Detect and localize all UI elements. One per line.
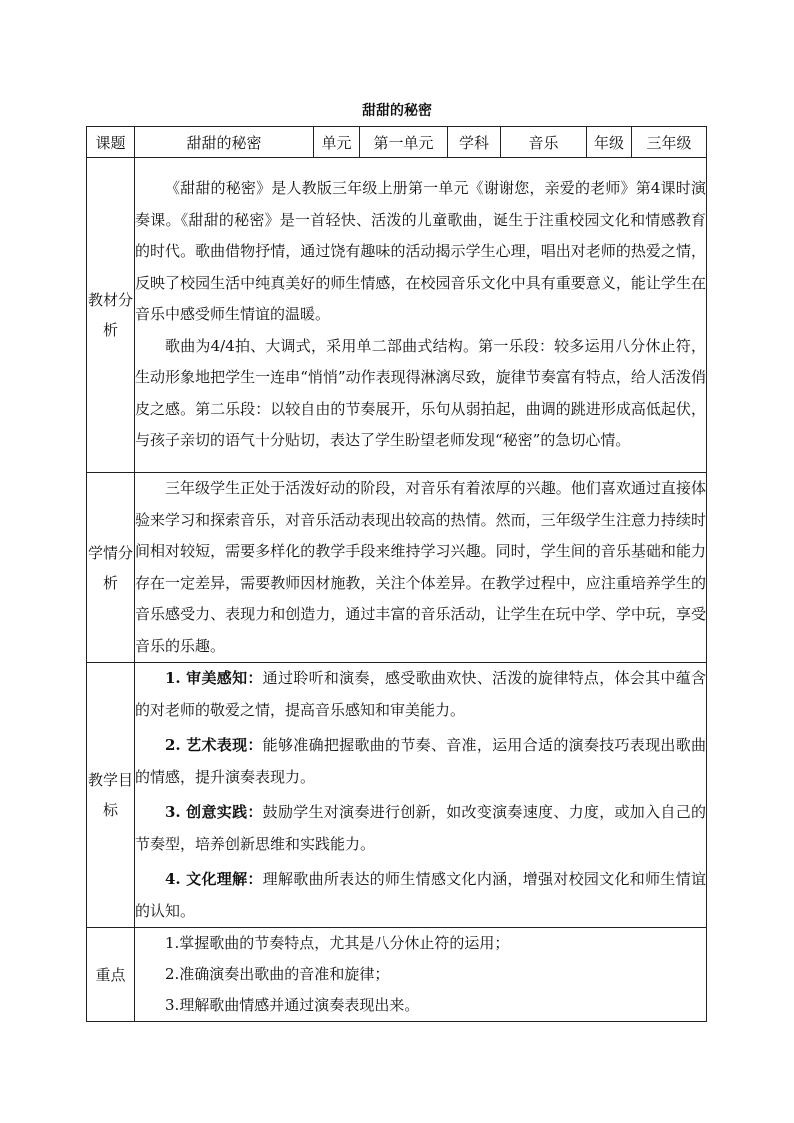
keypoint-item: 2.准确演奏出歌曲的音准和旋律； [165,965,390,983]
students-paragraph: 三年级学生正处于活泼好动的阶段，对音乐有着浓厚的兴趣。他们喜欢通过直接体验来学习和探索音乐，对音乐活动表现出较高的热情。然而，三年级学生注意力持续时间相对较短，需要多样化的教学手段来维持学习兴趣。同时，学生间的音乐基础和能力存在一定差异，需要教师因材施教，关注个体差异。在教学过程中，应注重培养学生的音乐感受力、表现力和创造力，通过丰富的音乐活动，让学生在玩中学、学中玩，享受音乐的乐趣。 [135,479,706,655]
goal-heading: 4. 文化理解： [165,870,263,888]
goals-label [87,663,135,928]
students-label [87,473,135,663]
material-label [87,158,135,473]
goals-label-text: 教学目标 [87,771,133,819]
unit-value: 第一单元 [360,127,448,158]
goal-item [135,663,706,726]
goal-item [135,864,706,927]
keypoints-label-text: 重点 [95,965,126,984]
keypoints-label [87,928,135,1022]
unit-label: 单元 [314,127,360,158]
goal-text: 鼓励学生对演奏进行创新，如改变演奏速度、力度，或加入自己的节奏型，培养创新思维和实践能力。 [135,803,706,853]
students-label-text: 学情分析 [87,543,133,592]
students-content [135,473,707,663]
subject-label: 学科 [448,127,501,158]
lesson-plan-table [86,126,707,1022]
subject-value: 音乐 [501,127,587,158]
goals-row [87,663,707,928]
goal-heading: 2. 艺术表现： [165,736,263,754]
material-paragraph-1: 《甜甜的秘密》是人教版三年级上册第一单元《谢谢您，亲爱的老师》第4课时演奏课。《甜甜的秘密》是一首轻快、活泼的儿童歌曲，诞生于注重校园文化和情感教育的时代。歌曲借物抒情，通过饶有趣味的活动揭示学生心理，唱出对老师的热爱之情，反映了校园生活中纯真美好的师生情感，在校园音乐文化中具有重要意义，能让学生在音乐中感受师生情谊的温暖。 [135,179,706,324]
keypoints-content [135,928,707,1022]
goal-text: 能够准确把握歌曲的节奏、音准，运用合适的演奏技巧表现出歌曲的情感，提升演奏表现力。 [135,736,706,786]
grade-label: 年级 [587,127,632,158]
keypoint-item: 1.掌握歌曲的节奏特点，尤其是八分休止符的运用； [165,934,510,952]
topic-value: 甜甜的秘密 [135,127,314,158]
material-paragraph-2: 歌曲为4/4拍、大调式，采用单二部曲式结构。第一乐段：较多运用八分休止符，生动形象地把学生一连串“悄悄”动作表现得淋漓尽致，旋律节奏富有特点，给人活泼俏皮之感。第二乐段：以较自由的节奏展开，乐句从弱拍起，曲调的跳进形成高低起伏，与孩子亲切的语气十分贴切，表达了学生盼望老师发现“秘密”的急切心情。 [135,336,706,450]
grade-value: 三年级 [632,127,707,158]
keypoint-item: 3.理解歌曲情感并通过演奏表现出来。 [165,996,420,1014]
goal-text: 理解歌曲所表达的师生情感文化内涵，增强对校园文化和师生情谊的认知。 [135,870,706,920]
keypoints-row [87,928,707,1022]
header-row [87,127,707,158]
topic-label: 课题 [87,127,135,158]
goal-heading: 3. 创意实践： [165,803,263,821]
page-title: 甜甜的秘密 [362,103,432,119]
goal-item [135,730,706,793]
material-content [135,158,707,473]
material-label-text: 教材分析 [87,291,133,339]
goals-content [135,663,707,928]
students-row [87,473,707,663]
goal-heading: 1. 审美感知： [165,669,263,687]
goal-item [135,797,706,860]
goal-text: 通过聆听和演奏，感受歌曲欢快、活泼的旋律特点，体会其中蕴含的对老师的敬爱之情，提高音乐感知和审美能力。 [135,669,706,719]
material-row [87,158,707,473]
